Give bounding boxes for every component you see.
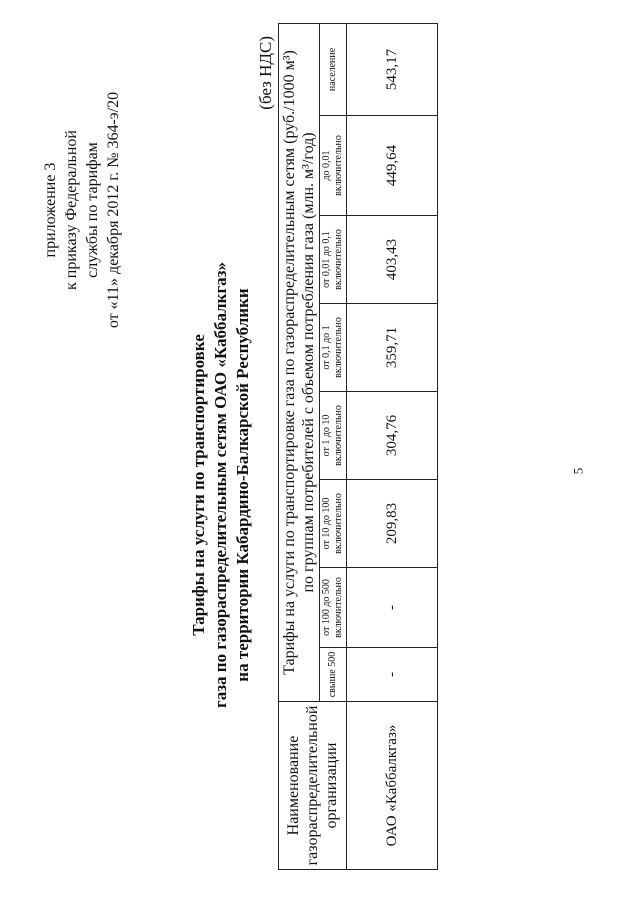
group-header: от 0,1 до 1 включительно	[320, 304, 347, 392]
group-header: от 0,01 до 0,1 включительно	[320, 216, 347, 304]
tariff-value: 304,76	[347, 392, 438, 480]
group-header: до 0,01 включительно	[320, 116, 347, 216]
tariff-header	[279, 23, 320, 701]
title-line: Тарифы на услуги по транспортировке	[189, 334, 208, 636]
appendix-line: приложение 3	[42, 162, 59, 258]
tariff-header-line: по группам потребителей с объемом потребления газа (млн. м³/год)	[300, 132, 317, 593]
group-header: свыше 500	[320, 648, 347, 702]
appendix-line: службы по тарифам	[84, 142, 101, 278]
org-header: Наименование газораспределительной организации	[279, 702, 347, 870]
title-line: газа по газораспределительным сетям ОАО «Каббалкгаз»	[211, 261, 230, 709]
group-header: население	[320, 23, 347, 115]
org-name-cell: ОАО «Каббалкгаз»	[347, 702, 438, 870]
table-row	[347, 23, 438, 869]
appendix-line: от «11» декабря 2012 г. № 364-э/20	[105, 91, 122, 329]
tariff-value: 403,43	[347, 216, 438, 304]
appendix-line: к приказу Федеральной	[63, 130, 80, 290]
tariff-header-line: Тарифы на услуги по транспортировке газа по газораспределительным сетям (руб./1000 м³)	[281, 50, 298, 675]
tariff-value: 449,64	[347, 116, 438, 216]
tariff-value: 209,83	[347, 480, 438, 568]
group-header: от 100 до 500 включительно	[320, 568, 347, 648]
title-line: на территории Кабардино-Балкарской Республики	[233, 288, 252, 682]
tariff-table	[278, 23, 438, 870]
vat-note: (без НДС)	[256, 36, 275, 110]
tariff-value: -	[347, 648, 438, 702]
rotated-content	[40, 20, 600, 900]
tariff-value: 359,71	[347, 304, 438, 392]
tariff-value: -	[347, 568, 438, 648]
page-number: 5	[570, 467, 586, 475]
group-header: от 1 до 10 включительно	[320, 392, 347, 480]
document-title	[188, 160, 254, 810]
group-header: от 10 до 100 включительно	[320, 480, 347, 568]
tariff-value: 543,17	[347, 23, 438, 115]
appendix-block	[40, 20, 124, 400]
